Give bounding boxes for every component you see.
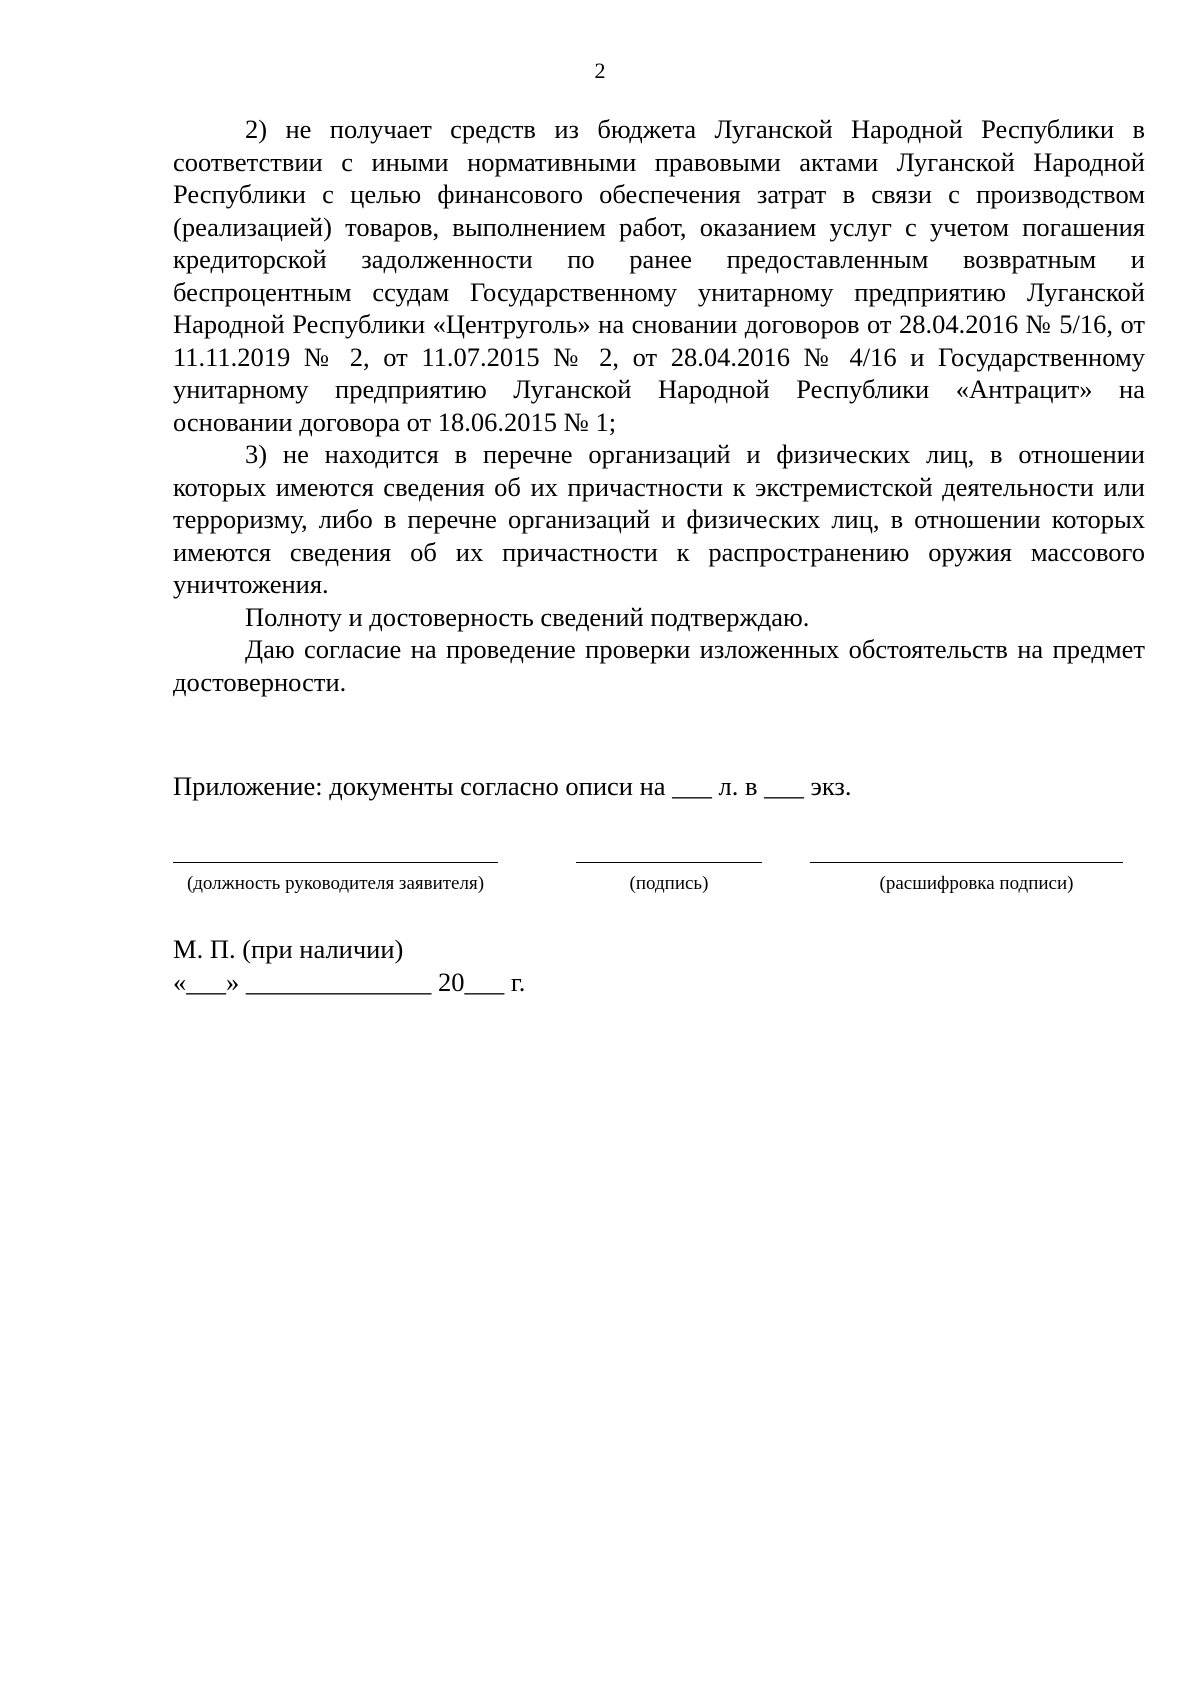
- decoding-signature-line: [810, 862, 1123, 863]
- position-signature-line: [173, 862, 498, 863]
- confirmation-paragraph: Полноту и достоверность сведений подтверждаю.: [245, 601, 810, 632]
- appendix-line: Приложение: документы согласно описи на ___ л. в ___ экз.: [173, 771, 852, 801]
- decoding-caption: (расшифровка подписи): [879, 873, 1074, 894]
- paragraph-item-2: 2) не получает средств из бюджета Луганской Народной Республики в соответствии с иными нормативными правовыми актами Луганской Народной Республики с целью финансового обеспечения затрат в связи с производством (реализацией) товаров, выполнением работ, оказанием услуг с учетом погашения кредиторской задолженности по ранее предоставленным возвратным и беспроцентным ссудам Государственному унитарному предприятию Луганской Народной Республики «Центруголь» на сновании договоров от 28.04.2016 № 5/16, от 11.11.2019 № 2, от 11.07.2015 № 2, от 28.04.2016 № 4/16 и Государственному унитарному предприятию Луганской Народной Республики «Антрацит» на основании договора от 18.06.2015 № 1;: [173, 114, 1145, 437]
- signature-caption: (подпись): [629, 873, 709, 894]
- date-line: «___» ______________ 20___ г.: [173, 967, 526, 997]
- page-number: 2: [594, 58, 606, 83]
- position-caption: (должность руководителя заявителя): [186, 873, 485, 894]
- consent-paragraph: Даю согласие на проведение проверки изложенных обстоятельств на предмет достоверности.: [173, 634, 1145, 697]
- document-body: [173, 113, 1145, 698]
- paragraph-item-3: 3) не находится в перечне организаций и физических лиц, в отношении которых имеются сведения об их причастности к экстремистской деятельности или терроризму, либо в перечне организаций и физических лиц, в отношении которых имеются сведения об их причастности к распространению оружия массового уничтожения.: [173, 439, 1145, 599]
- signature-line: [576, 862, 762, 863]
- stamp-placeholder: М. П. (при наличии): [173, 934, 404, 964]
